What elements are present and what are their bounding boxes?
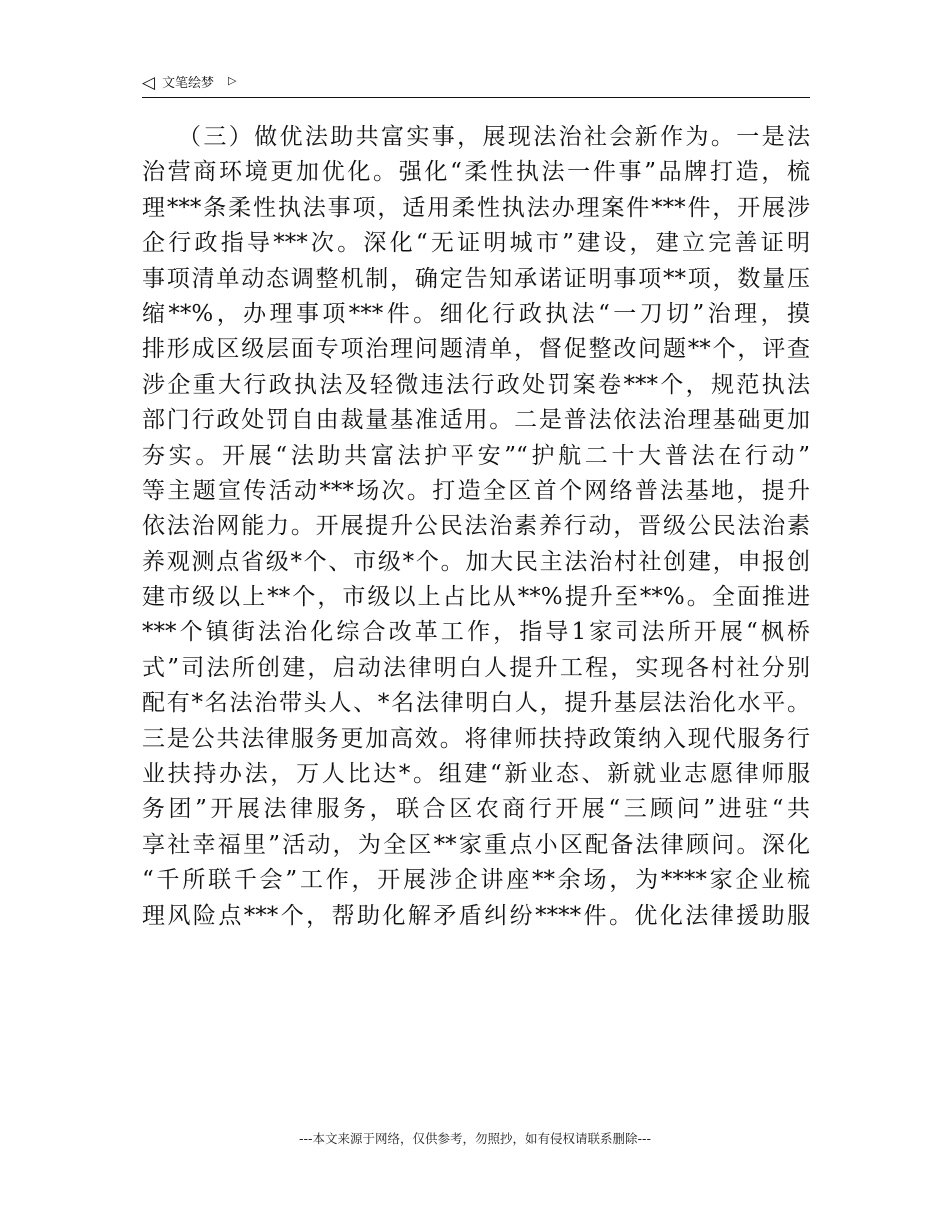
body-line: 夯实。开展“法助共富法护平安”“护航二十大普法在行动” — [142, 442, 810, 469]
body-line: 事项清单动态调整机制，确定告知承诺证明事项**项，数量压 — [142, 265, 810, 292]
body-line: 涉企重大行政执法及轻微违法行政处罚案卷***个，规范执法 — [142, 371, 810, 398]
body-line: 排形成区级层面专项治理问题清单，督促整改问题**个，评查 — [142, 336, 810, 363]
body-line: 理***条柔性执法事项，适用柔性执法办理案件***件，开展涉 — [142, 194, 810, 221]
header-divider — [142, 97, 810, 98]
header-brand: 文笔绘梦 — [162, 76, 215, 91]
body-line: 三是公共法律服务更加高效。将律师扶持政策纳入现代服务行 — [142, 725, 810, 752]
body-line: 等主题宣传活动***场次。打造全区首个网络普法基地，提升 — [142, 477, 810, 504]
body-line: 企行政指导***次。深化“无证明城市”建设，建立完善证明 — [142, 230, 810, 257]
body-line: 业扶持办法，万人比达*。组建“新业态、新就业志愿律师服 — [142, 761, 810, 788]
body-line: 享社幸福里”活动，为全区**家重点小区配备法律顾问。深化 — [142, 831, 810, 858]
document-body — [142, 120, 810, 934]
body-line: （三）做优法助共富实事，展现法治社会新作为。一是法 — [178, 124, 810, 150]
body-line: 建市级以上**个，市级以上占比从**%提升至**%。全面推进 — [142, 584, 810, 611]
body-line: 式”司法所创建，启动法律明白人提升工程，实现各村社分别 — [142, 654, 810, 681]
triangle-left-icon: ◁ — [142, 73, 156, 93]
triangle-right-icon: ▷ — [228, 74, 237, 87]
page-footer: ---本文来源于网络，仅供参考，勿照抄，如有侵权请联系删除--- — [298, 1131, 652, 1146]
body-line: 务团”开展法律服务，联合区农商行开展“三顾问”进驻“共 — [142, 796, 810, 823]
body-line: 配有*名法治带头人、*名法律明白人，提升基层法治化水平。 — [142, 690, 810, 717]
body-line: 依法治网能力。开展提升公民法治素养行动，晋级公民法治素 — [142, 513, 810, 540]
page-header — [142, 72, 810, 96]
body-line: 养观测点省级*个、市级*个。加大民主法治村社创建，申报创 — [142, 548, 810, 575]
body-line: “千所联千会”工作，开展涉企讲座**余场，为****家企业梳 — [142, 867, 810, 894]
body-line: 部门行政处罚自由裁量基准适用。二是普法依法治理基础更加 — [142, 407, 810, 434]
body-line: 理风险点***个，帮助化解矛盾纠纷****件。优化法律援助服 — [142, 902, 810, 929]
body-line: 治营商环境更加优化。强化“柔性执法一件事”品牌打造，梳 — [142, 159, 810, 186]
body-line: ***个镇街法治化综合改革工作，指导1家司法所开展“枫桥 — [142, 619, 810, 646]
body-line: 缩**%，办理事项***件。细化行政执法“一刀切”治理，摸 — [142, 300, 810, 327]
